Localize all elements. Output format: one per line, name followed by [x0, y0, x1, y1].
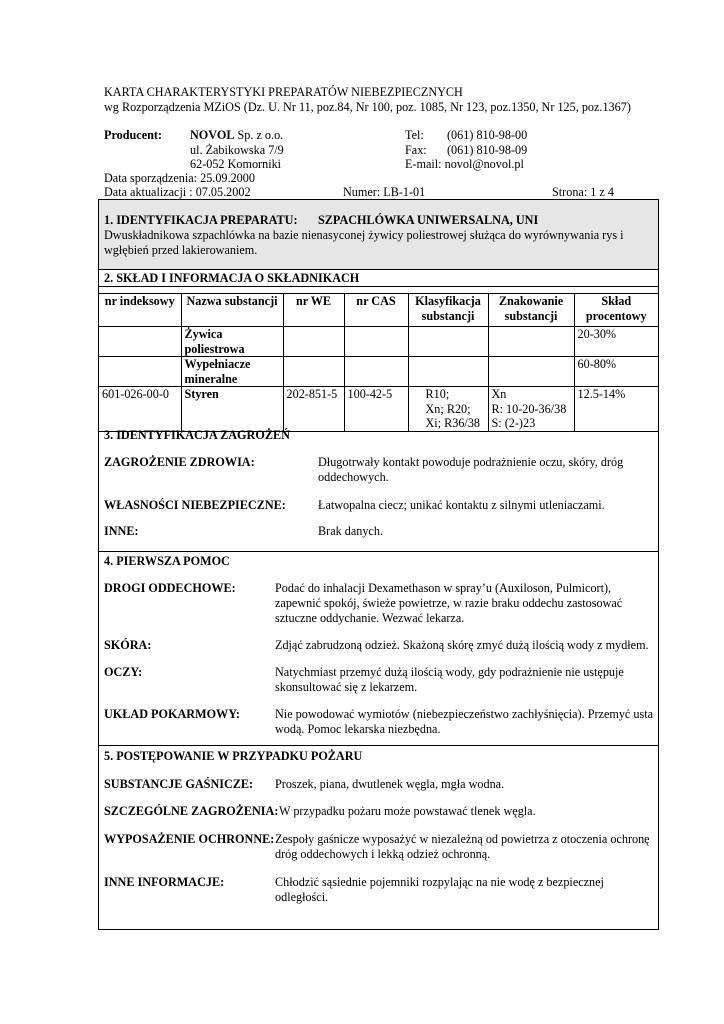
section-2-heading: 2. SKŁAD I INFORMACJA O SKŁADNIKACH — [104, 271, 360, 285]
marking-line: Xn — [491, 387, 507, 401]
cell-name: Styren — [181, 387, 283, 432]
section-3-heading: 3. IDENTYFIKACJA ZAGROŻEŃ — [104, 428, 290, 442]
document-title: KARTA CHARAKTERYSTYKI PREPARATÓW NIEBEZPIECZNYCH — [104, 85, 463, 99]
cell-percent: 20-30% — [574, 327, 658, 357]
tel-label: Tel: — [405, 128, 424, 142]
dangerous-properties-label: WŁASNOŚCI NIEBEZPIECZNE: — [104, 498, 286, 512]
email-value: E-mail: novol@novol.pl — [405, 157, 524, 171]
health-hazard-text: Długotrwały kontakt powoduje podrażnienie oczu, skóry, dróg oddechowych. — [318, 455, 624, 484]
producer-label: Producent: — [104, 128, 162, 142]
other-hazards-text: Brak danych. — [318, 524, 383, 538]
extinguishing-text: Proszek, piana, dwutlenek węgla, mgła wodna. — [275, 777, 505, 791]
other-hazards-label: INNE: — [104, 524, 139, 538]
cell-marking — [488, 387, 574, 432]
protective-equipment-text: Zespoły gaśnicze wyposażyć w niezależną od powietrza z otoczenia ochronę dróg oddechowych i lekką odzież ochronną. — [275, 832, 650, 861]
extinguishing-label: SUBSTANCJE GAŚNICZE: — [104, 777, 254, 791]
tel-value: (061) 810-98-00 — [447, 128, 528, 142]
section-1-heading: 1. IDENTYFIKACJA PREPARATU: — [104, 213, 298, 227]
digestive-label: UKŁAD POKARMOWY: — [104, 707, 240, 721]
product-description: Dwuskładnikowa szpachlówka na bazie nienasyconej żywicy poliestrowej służąca do wyrównywania rys i wgłębień przed lakierowaniem. — [104, 228, 624, 257]
date-created: Data sporządzenia: 25.09.2000 — [104, 171, 255, 185]
protective-equipment-label: WYPOSAŻENIE OCHRONNE: — [104, 832, 275, 846]
cell-index — [99, 327, 181, 357]
respiratory-label: DROGI ODDECHOWE: — [104, 581, 236, 595]
dangerous-properties-text: Łatwopalna ciecz; unikać kontaktu z silnymi utleniaczami. — [318, 498, 605, 512]
cell-class — [408, 387, 488, 432]
date-updated: Data aktualizacji : 07.05.2002 — [104, 185, 251, 199]
cell-index: 601-026-00-0 — [99, 387, 181, 432]
cell-class — [408, 357, 488, 387]
skin-text: Zdjąć zabrudzoną odzież. Skażoną skórę zmyć dużą ilością wody z mydłem. — [275, 638, 649, 652]
marking-line: R: 10-20-36/38 — [491, 401, 567, 416]
cell-index — [99, 357, 181, 387]
cell-cas: 100-42-5 — [344, 387, 408, 432]
other-info-text: Chłodzić sąsiednie pojemniki rozpylając na nie wodę z bezpiecznej odległości. — [275, 875, 604, 904]
divider — [99, 286, 658, 287]
table-row — [99, 387, 658, 432]
class-line: Xn; R20; — [425, 401, 471, 416]
column-header: nr WE — [283, 294, 344, 327]
section-4-heading: 4. PIERWSZA POMOC — [104, 554, 230, 568]
class-line: Xi; R36/38 — [425, 416, 481, 430]
producer-name-bold: NOVOL — [190, 128, 235, 142]
page-number: Strona: 1 z 4 — [552, 185, 614, 199]
cell-we — [283, 357, 344, 387]
class-line: R10; — [425, 387, 450, 401]
column-header: Klasyfikacja substancji — [408, 294, 488, 327]
eyes-label: OCZY: — [104, 665, 143, 679]
producer-street: ul. Żabikowska 7/9 — [190, 143, 284, 157]
cell-percent: 60-80% — [574, 357, 658, 387]
cell-we — [283, 327, 344, 357]
column-header: nr CAS — [344, 294, 408, 327]
digestive-text: Nie powodować wymiotów (niebezpieczeństwo zachłyśnięcia). Przemyć usta wodą. Pomoc lekarska niezbędna. — [275, 707, 654, 736]
section-1 — [99, 200, 658, 270]
eyes-text: Natychmiast przemyć dużą ilością wody, gdy podrażnienie nie ustępuje skonsultować się z lekarzem. — [275, 665, 624, 694]
regulation-reference: wg Rozporządzenia MZiOS (Dz. U. Nr 11, poz.84, Nr 100, poz. 1085, Nr 123, poz.1350, Nr 125, poz.1367) — [104, 100, 631, 114]
marking-line: S: (2-)23 — [491, 416, 536, 430]
skin-label: SKÓRA: — [104, 638, 152, 652]
producer-name-rest: Sp. z o.o. — [234, 128, 284, 142]
document-number: Numer: LB-1-01 — [343, 185, 426, 199]
table-row — [99, 357, 658, 387]
cell-cas — [344, 327, 408, 357]
cell-marking — [488, 327, 574, 357]
table-row — [99, 327, 658, 357]
cell-name: Wypełniacze mineralne — [181, 357, 283, 387]
column-header: nr indeksowy — [99, 294, 181, 327]
special-hazards-label: SZCZEGÓLNE ZAGROŻENIA: — [104, 804, 279, 818]
column-header: Skład procentowy — [574, 294, 658, 327]
section-5-heading: 5. POSTĘPOWANIE W PRZYPADKU POŻARU — [104, 749, 363, 763]
divider — [99, 551, 658, 552]
divider — [99, 745, 658, 746]
producer-city: 62-052 Komorniki — [190, 157, 282, 171]
special-hazards-text: W przypadku pożaru może powstawać tlenek węgla. — [279, 804, 536, 818]
cell-percent: 12.5-14% — [574, 387, 658, 432]
product-name: SZPACHLÓWKA UNIWERSALNA, UNI — [318, 213, 539, 227]
composition-table — [99, 293, 658, 432]
fax-value: (061) 810-98-09 — [447, 143, 528, 157]
respiratory-text: Podać do inhalacji Dexamethason w spray’u (Auxiloson, Pulmicort), zapewnić spokój, świeże powietrze, w razie braku oddechu zastosować sztuczne oddychanie. Wezwać lekarza. — [275, 581, 623, 625]
cell-cas — [344, 357, 408, 387]
other-info-label: INNE INFORMACJE: — [104, 875, 225, 889]
fax-label: Fax: — [405, 143, 427, 157]
column-header: Nazwa substancji — [181, 294, 283, 327]
producer-name — [190, 128, 283, 143]
cell-we: 202-851-5 — [283, 387, 344, 432]
column-header: Znakowanie substancji — [488, 294, 574, 327]
cell-name: Żywica poliestrowa — [181, 327, 283, 357]
table-header-row — [99, 294, 658, 327]
health-hazard-label: ZAGROŻENIE ZDROWIA: — [104, 455, 255, 469]
document-frame — [98, 199, 659, 930]
cell-marking — [488, 357, 574, 387]
cell-class — [408, 327, 488, 357]
